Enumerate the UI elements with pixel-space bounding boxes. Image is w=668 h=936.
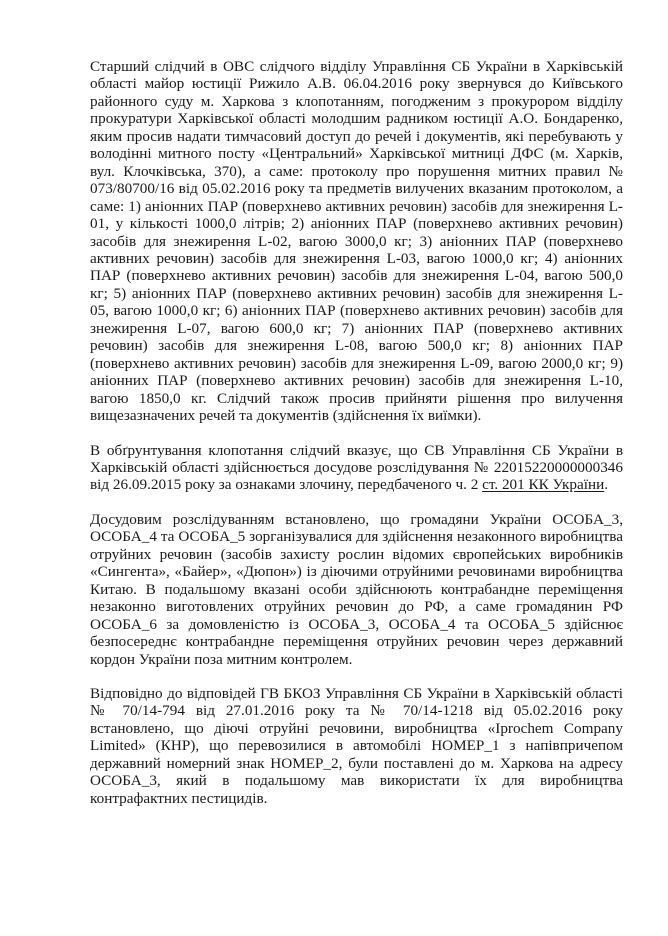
document-page [90, 58, 623, 807]
paragraph-petition-summary: Старший слідчий в ОВС слідчого відділу Управління СБ України в Харківській області майор юстиції Рижило А.В. 06.04.2016 року звернувся до Київського районного суду м. Харкова з клопотанням, погодженим з прокурором відділу прокуратури Харківської області молодшим радником юстиції А.О. Бондаренко, яким просив надати тимчасовий доступ до речей і документів, які перебувають у володінні митного посту «Центральний» Харківської митниці ДФС (м. Харків, вул. Клочківська, 370), а саме: протоколу про порушення митних правил № 073/80700/16 від 05.02.2016 року та предметів вилучених вказаним протоколом, а саме: 1) аніонних ПАР (поверхнево активних речовин) засобів для знежирення L-01, у кількості 1000,0 літрів; 2) аніонних ПАР (поверхнево активних речовин) засобів для знежирення L-02, вагою 3000,0 кг; 3) аніонних ПАР (поверхнево активних речовин) засобів для знежирення L-03, вагою 1000,0 кг; 4) аніонних ПАР (поверхнево активних речовин) засобів для знежирення L-04, вагою 500,0 кг; 5) аніонних ПАР (поверхнево активних речовин) засобів для знежирення L-05, вагою 1000,0 кг; 6) аніонних ПАР (поверхнево активних речовин) засобів для знежирення L-07, вагою 600,0 кг; 7) аніонних ПАР (поверхнево активних речовин) засобів для знежирення L-08, вагою 500,0 кг; 8) аніонних ПАР (поверхнево активних речовин) засобів для знежирення L-09, вагою 2000,0 кг; 9) аніонних ПАР (поверхнево активних речовин) засобів для знежирення L-10, вагою 1850,0 кг. Слідчий також просив прийняти рішення про вилучення вищезазначених речей та документів (здійснення їх виїмки). [90, 58, 623, 425]
paragraph-investigation-text: В обґрунтування клопотання слідчий вказує, що СВ Управління СБ України в Харківській області здійснюється досудове розслідування № 22015220000000346 від 26.09.2015 року за ознаками злочину, передбаченого ч. 2 [90, 441, 623, 494]
law-article-link[interactable]: ст. 201 КК України [482, 476, 605, 494]
paragraph-investigation-basis [90, 442, 623, 494]
paragraph-investigation-end: . [604, 476, 608, 494]
paragraph-response-findings: Відповідно до відповідей ГВ БКОЗ Управління СБ України в Харківській області № 70/14-794 від 27.01.2016 року та № 70/14-1218 від 05.02.2016 року встановлено, що діючі отруйні речовини, виробництва «Iprochem Company Limited» (КНР), що перевозилися в автомобілі НОМЕР_1 з напівпричепом державний номерний знак НОМЕР_2, були поставлені до м. Харкова на адресу ОСОБА_3, який в подальшому мав використати їх для виробництва контрафактних пестицидів. [90, 684, 623, 807]
paragraph-investigation-findings: Досудовим розслідуванням встановлено, що громадяни України ОСОБА_3, ОСОБА_4 та ОСОБА_5 зорганізувалися для здійснення незаконного виробництва отруйних речовин (засобів захисту рослин відомих європейських виробників «Сингента», «Байер», «Дюпон») із діючими отруйними речовинами виробництва Китаю. В подальшому вказані особи здійснюють контрабандне переміщення незаконно виготовлених отруйних речовин до РФ, а саме громадянин РФ ОСОБА_6 за домовленістю із ОСОБА_3, ОСОБА_4 та ОСОБА_5 здійснює безпосереднє контрабандне переміщення отруйних речовин через державний кордон України поза митним контролем. [90, 510, 623, 668]
